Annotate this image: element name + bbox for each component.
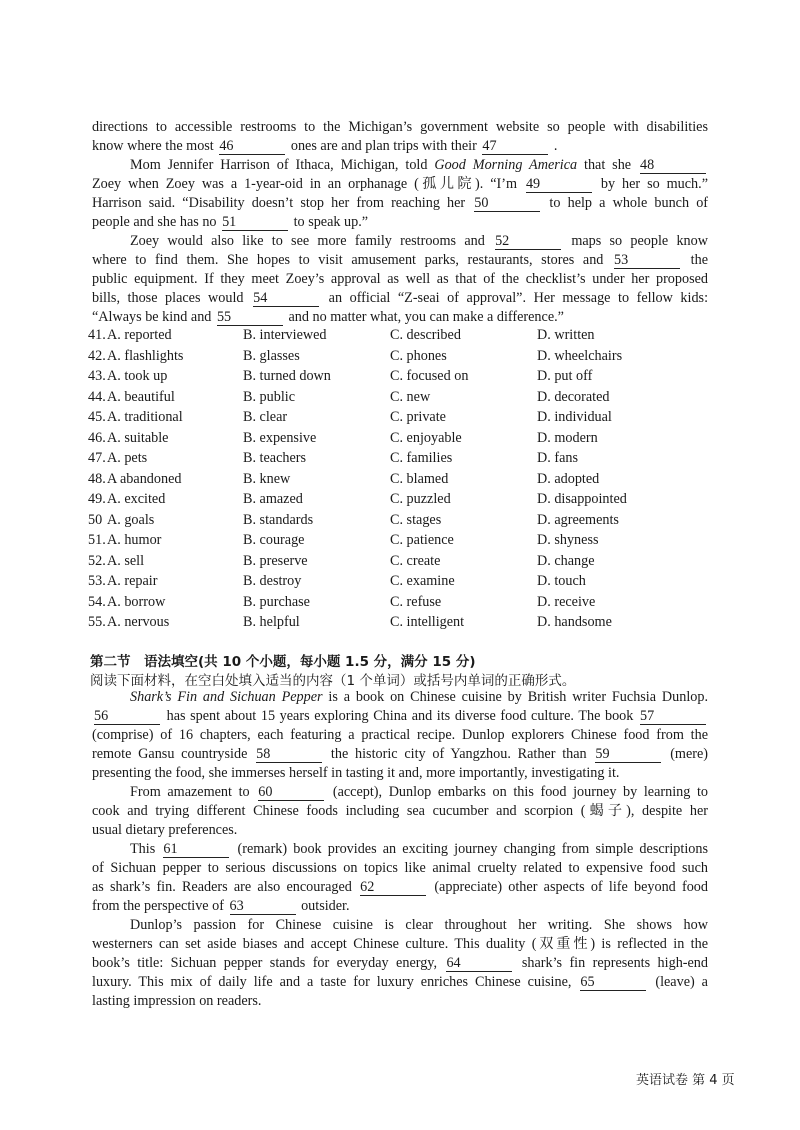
option-c[interactable]: C. new	[390, 388, 431, 405]
blank-47[interactable]: 47	[482, 139, 548, 155]
option-b[interactable]: B. expensive	[243, 429, 317, 446]
option-c[interactable]: C. puzzled	[390, 491, 451, 507]
question-number: 47.	[88, 450, 106, 466]
text-segment: to help a whole bunch of	[542, 195, 709, 211]
option-b[interactable]: B. interviewed	[243, 327, 327, 343]
blank-57[interactable]: 57	[640, 709, 706, 725]
option-a[interactable]: A. sell	[107, 552, 145, 569]
question-row	[88, 469, 708, 489]
option-a[interactable]: A. suitable	[107, 429, 169, 446]
section2-instruction: 阅读下面材料，在空白处填入适当的内容（1 个单词）或括号内单词的正确形式。	[90, 673, 576, 689]
option-a[interactable]: A. humor	[107, 532, 162, 548]
question-row	[88, 592, 708, 612]
option-a[interactable]: A. beautiful	[107, 388, 175, 405]
text-line	[92, 213, 708, 232]
text-segment: from the perspective of	[92, 898, 228, 914]
blank-53[interactable]: 53	[614, 253, 680, 269]
question-row	[88, 571, 708, 591]
text-line	[92, 992, 708, 1011]
option-c[interactable]: C. stages	[390, 511, 442, 528]
text-segment: as shark’s fin. Readers are also encouraged	[92, 879, 359, 895]
option-d[interactable]: D. written	[537, 327, 595, 343]
option-c[interactable]: C. examine	[390, 573, 455, 589]
option-c[interactable]: C. phones	[390, 347, 447, 364]
text-segment: of Sichuan pepper to serious discussions on topics like animal cruelty related to expensive food such	[92, 860, 708, 876]
option-c[interactable]: C. focused on	[390, 368, 469, 384]
question-number: 48.	[88, 470, 106, 487]
text-line	[92, 726, 708, 745]
text-line	[92, 916, 708, 935]
italic-title: Shark’s Fin and Sichuan Pepper	[130, 689, 323, 705]
option-d[interactable]: D. disappointed	[537, 491, 627, 507]
option-a[interactable]: A. took up	[107, 368, 168, 384]
option-b[interactable]: B. glasses	[243, 347, 300, 364]
text-segment: directions to accessible restrooms to the Michigan’s government website so people with disabilities	[92, 119, 708, 135]
text-line	[92, 707, 708, 726]
text-segment: by her so much.”	[593, 176, 708, 192]
text-line	[92, 194, 708, 213]
question-row	[88, 346, 708, 366]
page-footer: 英语试卷 第 4 页	[636, 1073, 735, 1088]
text-line	[92, 251, 708, 270]
option-b[interactable]: B. public	[243, 388, 296, 405]
option-b[interactable]: B. standards	[243, 511, 314, 528]
text-line	[92, 897, 708, 916]
text-segment: outsider.	[297, 898, 350, 914]
option-b[interactable]: B. clear	[243, 409, 288, 425]
text-line	[92, 688, 708, 707]
option-d[interactable]: D. adopted	[537, 470, 600, 487]
question-row	[88, 325, 708, 345]
text-segment: the	[682, 252, 708, 268]
text-segment: book’s title: Sichuan pepper stands for everyday energy,	[92, 955, 445, 971]
question-row	[88, 551, 708, 571]
option-c[interactable]: C. refuse	[390, 593, 442, 610]
option-b[interactable]: B. turned down	[243, 368, 331, 384]
question-number: 46.	[88, 429, 106, 446]
blank-60[interactable]: 60	[258, 785, 324, 801]
text-segment: (comprise) of 16 chapters, each featuring a practical recipe. Dunlop explorers Chinese food from the	[92, 727, 708, 743]
text-line	[92, 289, 708, 308]
blank-46[interactable]: 46	[219, 139, 285, 155]
text-segment: an official “Z-seai of approval”. Her message to fellow kids:	[321, 290, 709, 306]
question-row	[88, 428, 708, 448]
question-number: 45.	[88, 409, 106, 425]
text-segment: Zoey when Zoey was a 1-year-oid in an orphanage (孤儿院). “I’m	[92, 176, 524, 192]
question-row	[88, 612, 708, 632]
option-a[interactable]: A. repair	[107, 573, 158, 589]
text-line	[92, 802, 708, 821]
question-number: 50	[88, 511, 103, 528]
option-b[interactable]: B. teachers	[243, 450, 307, 466]
question-number: 49.	[88, 491, 106, 507]
option-b[interactable]: B. courage	[243, 532, 305, 548]
question-row	[88, 387, 708, 407]
text-segment: (leave) a	[648, 974, 708, 990]
option-c[interactable]: C. private	[390, 409, 446, 425]
section2-heading: 第二节 语法填空(共 10 个小题，每小题 1.5 分，满分 15 分)	[90, 654, 476, 670]
passage-cloze	[92, 118, 708, 327]
option-d[interactable]: D. fans	[537, 450, 578, 466]
option-d[interactable]: D. decorated	[537, 388, 610, 405]
text-segment: where to find them. She hopes to visit amusement parks, restaurants, stores and	[92, 252, 613, 268]
option-d[interactable]: D. individual	[537, 409, 612, 425]
blank-55[interactable]: 55	[217, 310, 283, 326]
blank-65[interactable]: 65	[580, 975, 646, 991]
text-segment: .	[550, 138, 558, 154]
text-segment: ones are and plan trips with their	[287, 138, 481, 154]
text-line	[92, 156, 708, 175]
question-number: 51.	[88, 532, 106, 548]
question-number: 55.	[88, 614, 106, 630]
text-segment: From amazement to	[130, 784, 257, 800]
text-segment: usual dietary preferences.	[92, 822, 238, 838]
text-segment: Zoey would also like to see more family restrooms and	[130, 233, 494, 249]
text-line	[92, 840, 708, 859]
blank-58[interactable]: 58	[256, 747, 322, 763]
question-row	[88, 366, 708, 386]
text-segment: Mom Jennifer Harrison of Ithaca, Michigan, told	[130, 157, 435, 173]
text-line	[92, 232, 708, 251]
option-b[interactable]: B. knew	[243, 470, 291, 487]
option-d[interactable]: D. change	[537, 552, 595, 569]
option-d[interactable]: D. receive	[537, 593, 596, 610]
text-segment: (remark) book provides an exciting journey changing from simple descriptions	[231, 841, 708, 857]
option-b[interactable]: B. preserve	[243, 552, 308, 569]
blank-64[interactable]: 64	[446, 956, 512, 972]
question-number: 54.	[88, 593, 106, 610]
text-segment: (appreciate) other aspects of life beyond food	[428, 879, 708, 895]
passage-grammar	[92, 688, 708, 1011]
text-line	[92, 935, 708, 954]
text-segment: Harrison said. “Disability doesn’t stop her from reaching her	[92, 195, 473, 211]
text-segment: luxury. This mix of daily life and a taste for luxury enriches Chinese cuisine,	[92, 974, 579, 990]
option-d[interactable]: D. touch	[537, 573, 586, 589]
blank-59[interactable]: 59	[595, 747, 661, 763]
option-b[interactable]: B. amazed	[243, 491, 303, 507]
option-a[interactable]: A. traditional	[107, 409, 183, 425]
option-a[interactable]: A. reported	[107, 327, 172, 343]
question-number: 44.	[88, 388, 106, 405]
text-segment: to speak up.”	[290, 214, 369, 230]
question-number: 52.	[88, 552, 106, 569]
blank-56[interactable]: 56	[94, 709, 160, 725]
text-line	[92, 878, 708, 897]
option-a[interactable]: A. excited	[107, 491, 166, 507]
option-d[interactable]: D. put off	[537, 368, 593, 384]
text-segment: presenting the food, she immerses herself in tasting it and, more importantly, investigating it.	[92, 765, 620, 781]
option-c[interactable]: C. described	[390, 327, 461, 343]
text-segment: shark’s fin represents high-end	[514, 955, 708, 971]
option-a[interactable]: A. goals	[107, 511, 155, 528]
text-segment: know where the most	[92, 138, 218, 154]
text-line	[92, 973, 708, 992]
text-line	[92, 118, 708, 137]
option-b[interactable]: B. purchase	[243, 593, 310, 610]
text-segment: is a book on Chinese cuisine by British writer Fuchsia Dunlop.	[322, 689, 708, 705]
blank-62[interactable]: 62	[360, 880, 426, 896]
text-line	[92, 821, 708, 840]
question-number: 41.	[88, 327, 106, 343]
question-row	[88, 530, 708, 550]
text-line	[92, 954, 708, 973]
blank-61[interactable]: 61	[163, 842, 229, 858]
italic-title: Good Morning America	[434, 157, 578, 173]
option-a[interactable]: A. nervous	[107, 614, 170, 630]
option-c[interactable]: C. enjoyable	[390, 429, 462, 446]
text-segment: that she	[577, 157, 638, 173]
option-d[interactable]: D. wheelchairs	[537, 347, 623, 364]
text-line	[92, 745, 708, 764]
text-segment: bills, those places would	[92, 290, 252, 306]
blank-52[interactable]: 52	[495, 234, 561, 250]
option-c[interactable]: C. patience	[390, 532, 454, 548]
option-c[interactable]: C. intelligent	[390, 614, 465, 630]
option-b[interactable]: B. helpful	[243, 614, 300, 630]
question-number: 43.	[88, 368, 106, 384]
text-line	[92, 137, 708, 156]
text-segment: the historic city of Yangzhou. Rather than	[324, 746, 594, 762]
question-number: 42.	[88, 347, 106, 364]
question-number: 53.	[88, 573, 106, 589]
blank-63[interactable]: 63	[230, 899, 296, 915]
option-d[interactable]: D. agreements	[537, 511, 619, 528]
text-segment: “Always be kind and	[92, 309, 215, 325]
option-d[interactable]: D. shyness	[537, 532, 599, 548]
option-a[interactable]: A. pets	[107, 450, 148, 466]
question-row	[88, 510, 708, 530]
blank-51[interactable]: 51	[222, 215, 288, 231]
text-segment: remote Gansu countryside	[92, 746, 255, 762]
option-c[interactable]: C. blamed	[390, 470, 449, 487]
text-segment: maps so people know	[563, 233, 708, 249]
text-segment: people and she has no	[92, 214, 221, 230]
text-segment: lasting impression on readers.	[92, 993, 262, 1009]
blank-54[interactable]: 54	[253, 291, 319, 307]
option-d[interactable]: D. modern	[537, 429, 598, 446]
text-line	[92, 783, 708, 802]
question-row	[88, 407, 708, 427]
question-row	[88, 448, 708, 468]
option-c[interactable]: C. create	[390, 552, 441, 569]
blank-50[interactable]: 50	[474, 196, 540, 212]
option-b[interactable]: B. destroy	[243, 573, 302, 589]
blank-49[interactable]: 49	[526, 177, 592, 193]
text-line	[92, 764, 708, 783]
text-segment: Dunlop’s passion for Chinese cuisine is clear throughout her writing. She shows how	[130, 917, 708, 933]
text-line	[92, 270, 708, 289]
option-c[interactable]: C. families	[390, 450, 453, 466]
option-a[interactable]: A abandoned	[107, 470, 182, 487]
option-d[interactable]: D. handsome	[537, 614, 612, 630]
text-segment: public equipment. If they meet Zoey’s approval as well as that of the checklist’s under her proposed	[92, 271, 708, 287]
text-segment: This	[130, 841, 162, 857]
text-line	[92, 175, 708, 194]
text-segment: (mere)	[663, 746, 708, 762]
text-segment: cook and trying different Chinese foods including sea cucumber and scorpion (蝎子), despite her	[92, 803, 708, 819]
text-segment: has spent about 15 years exploring China and its diverse food culture. The book	[162, 708, 638, 724]
text-line	[92, 859, 708, 878]
text-segment: (accept), Dunlop embarks on this food journey by learning to	[326, 784, 708, 800]
question-row	[88, 489, 708, 509]
text-segment: westerners can set aside biases and accept Chinese culture. This duality (双重性) is reflected in the	[92, 936, 708, 952]
blank-48[interactable]: 48	[640, 158, 706, 174]
option-a[interactable]: A. borrow	[107, 593, 166, 610]
option-a[interactable]: A. flashlights	[107, 347, 184, 364]
text-segment: and no matter what, you can make a difference.”	[284, 309, 564, 325]
